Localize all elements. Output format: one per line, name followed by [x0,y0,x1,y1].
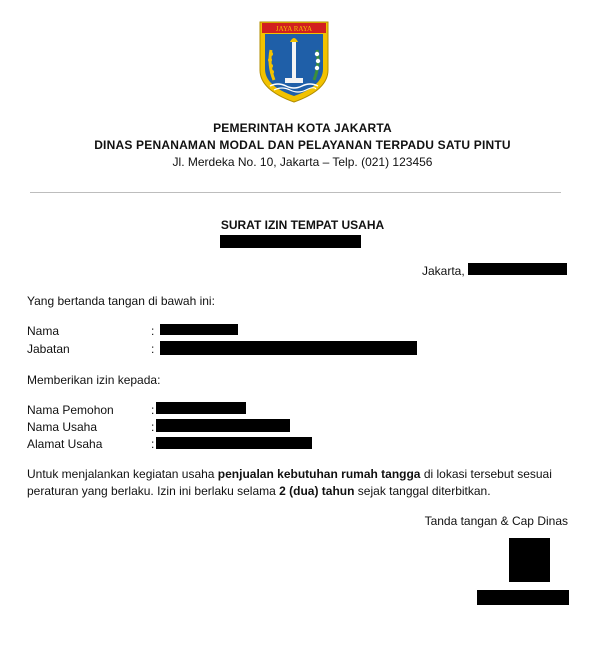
field-separator: : [151,342,155,356]
field-label-nama-usaha: Nama Usaha [27,420,98,434]
signer-name-redaction [160,324,238,335]
permit-body-paragraph [27,466,572,500]
agency-name: DINAS PENANAMAN MODAL DAN PELAYANAN TERPADU SATU PINTU [94,138,511,152]
jakarta-seal-icon [258,20,330,104]
city-date-prefix: Jakarta, [422,264,465,278]
grant-text: Memberikan izin kepada: [27,373,161,387]
field-separator: : [151,420,155,434]
business-name-redaction [156,419,290,432]
header-divider [30,192,561,193]
agency-address: Jl. Merdeka No. 10, Jakarta – Telp. (021) 123456 [172,155,433,169]
signer-printed-name-redaction [477,590,569,605]
field-separator: : [151,437,155,451]
intro-text: Yang bertanda tangan di bawah ini: [27,294,215,308]
body-bold-validity-period: 2 (dua) tahun [279,484,355,498]
date-redaction [468,263,567,275]
applicant-name-redaction [156,402,246,414]
body-text: di lokasi tersebut sesuai peraturan yang berlaku. Izin ini berlaku selama [27,467,552,498]
document-title: SURAT IZIN TEMPAT USAHA [220,218,385,232]
field-label-nama: Nama [27,324,60,338]
body-text: Untuk menjalankan kegiatan usaha [27,467,218,481]
signer-position-redaction [160,341,417,355]
field-label-jabatan: Jabatan [27,342,70,356]
business-address-redaction [156,437,312,449]
field-separator: : [151,324,155,338]
field-label-nama-pemohon: Nama Pemohon [27,403,114,417]
body-bold-business-activity: penjualan kebutuhan rumah tangga [217,467,421,481]
field-separator: : [151,403,155,417]
seal-ribbon-text: JAYA RAYA [275,25,313,33]
signature-stamp-redaction [509,538,550,582]
government-name: PEMERINTAH KOTA JAKARTA [213,121,392,135]
body-text: sejak tanggal diterbitkan. [354,484,491,498]
signature-label: Tanda tangan & Cap Dinas [424,514,568,528]
field-label-alamat-usaha: Alamat Usaha [27,437,103,451]
document-number-redaction [220,235,361,248]
